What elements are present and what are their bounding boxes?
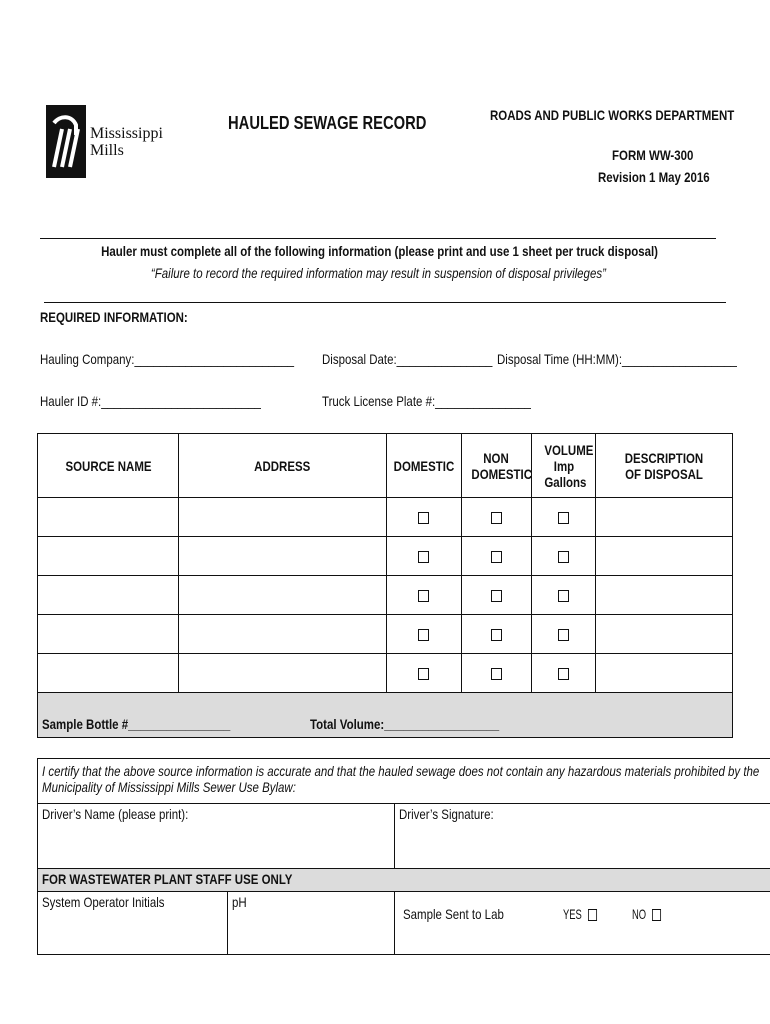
description-cell[interactable] [595, 576, 732, 615]
domestic-cell [386, 537, 461, 576]
non-domestic-checkbox[interactable] [491, 590, 502, 602]
logo-text-line2: Mills [90, 142, 124, 159]
non-domestic-cell [461, 537, 532, 576]
table-row [38, 615, 733, 654]
table-header-row [38, 434, 733, 498]
truck-plate-field[interactable]: Truck License Plate #:_______________ [322, 393, 531, 409]
description-cell[interactable] [595, 537, 732, 576]
domestic-checkbox[interactable] [418, 590, 429, 602]
yes-label: YES [562, 906, 582, 922]
non-domestic-checkbox[interactable] [491, 668, 502, 680]
col-address: ADDRESS [179, 434, 386, 498]
sample-bottle-field[interactable]: Sample Bottle #________________ [42, 716, 231, 732]
description-cell[interactable] [595, 615, 732, 654]
volume-cell [532, 576, 596, 615]
form-title: HAULED SEWAGE RECORD [228, 113, 427, 133]
form-number: FORM WW-300 [612, 147, 694, 163]
col-domestic: DOMESTIC [386, 434, 461, 498]
source-table [37, 433, 733, 738]
domestic-cell [386, 576, 461, 615]
table-row [38, 654, 733, 693]
total-volume-field[interactable]: Total Volume:__________________ [310, 716, 500, 732]
drivers-name-cell[interactable]: Driver’s Name (please print): [38, 804, 395, 869]
source-name-cell[interactable] [38, 498, 179, 537]
divider-mid [44, 302, 726, 303]
hauling-company-field[interactable]: Hauling Company:_________________________ [40, 351, 295, 367]
description-cell[interactable] [595, 498, 732, 537]
disposal-date-field[interactable]: Disposal Date:_______________ [322, 351, 493, 367]
domestic-checkbox[interactable] [418, 512, 429, 524]
non-domestic-checkbox[interactable] [491, 551, 502, 563]
totals-cell [38, 693, 733, 738]
drivers-signature-cell[interactable]: Driver’s Signature: [394, 804, 770, 869]
volume-cell [532, 498, 596, 537]
address-cell[interactable] [179, 654, 386, 693]
volume-cell [532, 654, 596, 693]
ph-cell[interactable]: pH [227, 892, 394, 955]
no-option [632, 906, 649, 922]
non-domestic-cell [461, 654, 532, 693]
address-cell[interactable] [179, 615, 386, 654]
domestic-cell [386, 615, 461, 654]
description-cell[interactable] [595, 654, 732, 693]
source-name-cell[interactable] [38, 654, 179, 693]
volume-checkbox[interactable] [558, 629, 569, 641]
totals-row [38, 693, 733, 738]
no-checkbox[interactable] [652, 909, 661, 921]
disposal-time-field[interactable]: Disposal Time (HH:MM):__________________ [497, 351, 737, 367]
domestic-cell [386, 654, 461, 693]
table-row [38, 498, 733, 537]
staff-row [38, 892, 770, 955]
sample-sent-cell [394, 892, 770, 955]
non-domestic-cell [461, 498, 532, 537]
volume-checkbox[interactable] [558, 512, 569, 524]
no-label: NO [631, 906, 646, 922]
address-cell[interactable] [179, 576, 386, 615]
non-domestic-checkbox[interactable] [491, 629, 502, 641]
col-description: DESCRIPTION OF DISPOSAL [595, 434, 732, 498]
certification-table [37, 758, 770, 955]
source-name-cell[interactable] [38, 576, 179, 615]
staff-heading: FOR WASTEWATER PLANT STAFF USE ONLY [38, 869, 770, 892]
yes-option [563, 906, 586, 922]
col-volume: VOLUME Imp Gallons [532, 434, 596, 498]
domestic-checkbox[interactable] [418, 551, 429, 563]
domestic-checkbox[interactable] [418, 668, 429, 680]
yes-checkbox[interactable] [588, 909, 597, 921]
staff-heading-row [38, 869, 770, 892]
volume-cell [532, 615, 596, 654]
driver-row [38, 804, 770, 869]
non-domestic-cell [461, 576, 532, 615]
address-cell[interactable] [179, 498, 386, 537]
department-name: ROADS AND PUBLIC WORKS DEPARTMENT [490, 107, 735, 123]
revision-date: Revision 1 May 2016 [598, 169, 710, 185]
non-domestic-checkbox[interactable] [491, 512, 502, 524]
certification-statement [38, 759, 770, 804]
address-cell[interactable] [179, 537, 386, 576]
statement-line2: Municipality of Mississippi Mills Sewer Use Bylaw: [42, 779, 296, 795]
logo-text-line1: Mississippi [90, 125, 163, 142]
required-heading: REQUIRED INFORMATION: [40, 309, 188, 325]
domestic-cell [386, 498, 461, 537]
volume-checkbox[interactable] [558, 551, 569, 563]
domestic-checkbox[interactable] [418, 629, 429, 641]
operator-initials-cell[interactable]: System Operator Initials [38, 892, 228, 955]
table-row [38, 537, 733, 576]
volume-checkbox[interactable] [558, 668, 569, 680]
hauler-id-field[interactable]: Hauler ID #:_________________________ [40, 393, 261, 409]
col-source-name: SOURCE NAME [38, 434, 179, 498]
statement-line1: I certify that the above source information is accurate and that the hauled sewage does not contain any hazardous materials prohibited by the [42, 763, 760, 779]
municipality-logo [46, 105, 163, 180]
source-name-cell[interactable] [38, 615, 179, 654]
divider-top [40, 238, 716, 239]
volume-cell [532, 537, 596, 576]
logo-mark [46, 105, 86, 178]
col-non-domestic: NON DOMESTIC [461, 434, 532, 498]
sample-sent-label: Sample Sent to Lab [402, 906, 504, 922]
certification-statement-row [38, 759, 770, 804]
logo-wordmark [90, 125, 163, 159]
instructions-warning: “Failure to record the required information may result in suspension of disposal privileges” [150, 265, 606, 281]
source-name-cell[interactable] [38, 537, 179, 576]
table-row [38, 576, 733, 615]
non-domestic-cell [461, 615, 532, 654]
instructions-main: Hauler must complete all of the following information (please print and use 1 sheet per truck disposal) [101, 243, 659, 259]
volume-checkbox[interactable] [558, 590, 569, 602]
